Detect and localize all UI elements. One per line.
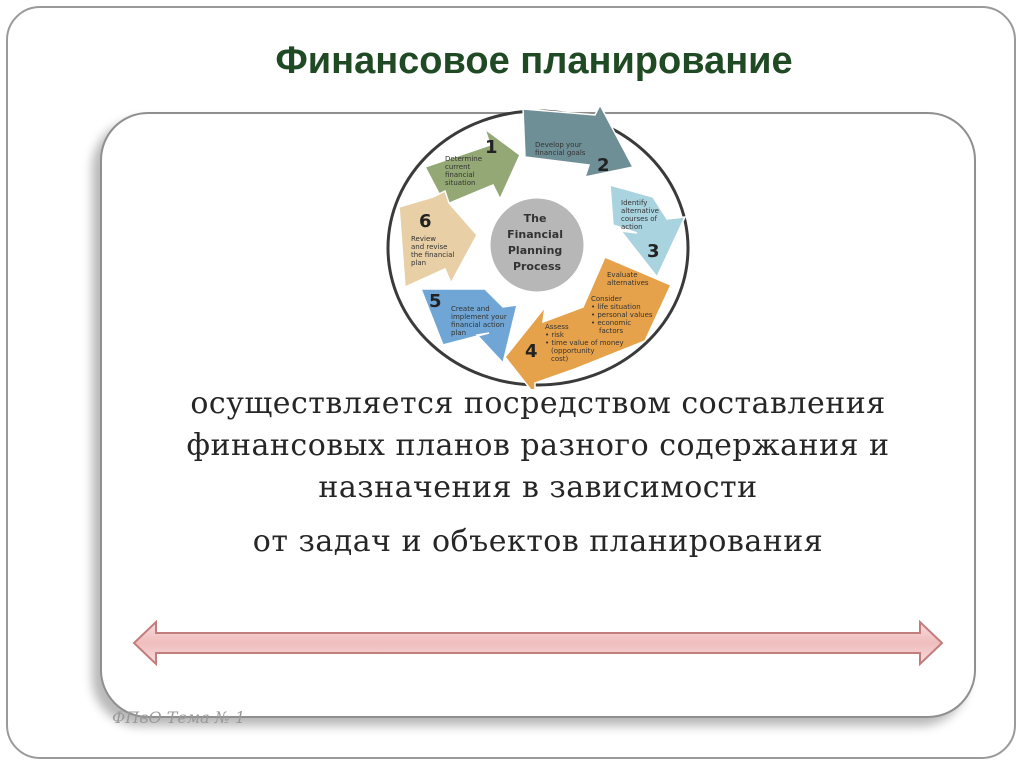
step-label-line: • economic: [591, 319, 632, 327]
step-2-label: [535, 141, 586, 157]
step-label-line: courses of: [621, 215, 658, 223]
step-label-line: current: [445, 163, 471, 171]
slide-title: Финансовое планирование: [275, 40, 793, 82]
step-label-line: financial goals: [535, 149, 586, 157]
step-label-line: Determine: [445, 155, 483, 163]
step-label-line: (opportunity: [551, 347, 595, 355]
step-label-line: the financial: [411, 251, 455, 259]
step-label-line: Evaluate: [607, 271, 638, 279]
step-3-number: 3: [647, 241, 660, 262]
body-paragraph-2: от задач и объектов планирования: [252, 524, 824, 559]
financial-planning-diagram: [385, 107, 691, 389]
step-label-line: Create and: [451, 305, 490, 313]
step-2-number: 2: [597, 155, 610, 176]
step-label-line: • risk: [545, 331, 564, 339]
body-paragraph-1: осуществляется посредством составления финансовых планов разного содержания и назначения в зависимости: [186, 386, 890, 505]
step-label-line: financial: [445, 171, 475, 179]
step-label-line: alternative: [621, 207, 659, 215]
step-1-number: 1: [485, 137, 498, 158]
step-label-line: Review: [411, 235, 436, 243]
step-label-line: plan: [411, 259, 427, 267]
step-label-line: cost): [551, 355, 569, 363]
step-label-line: Consider: [591, 295, 622, 303]
step-label-line: alternatives: [607, 279, 649, 287]
center-line: The: [523, 212, 547, 225]
step-label-line: • life situation: [591, 303, 641, 311]
slide-body-text: [120, 383, 956, 563]
double-headed-arrow: [132, 620, 944, 666]
step-5-number: 5: [429, 291, 442, 312]
step-label-line: Assess: [545, 323, 569, 331]
step-label-line: action: [621, 223, 643, 231]
center-line: Process: [512, 260, 562, 273]
slide-footer: ФПвО Тема № 1: [112, 708, 246, 727]
step-label-line: • personal values: [591, 311, 653, 319]
arrow-shape: [134, 622, 942, 664]
step-label-line: • time value of money: [545, 339, 624, 347]
step-label-line: Identify: [621, 199, 648, 207]
step-label-line: Develop your: [535, 141, 582, 149]
step-4-number: 4: [525, 341, 538, 362]
step-label-line: plan: [451, 329, 467, 337]
step-label-line: situation: [445, 179, 476, 187]
step-label-line: implement your: [451, 313, 507, 321]
step-label-line: and revise: [411, 243, 448, 251]
center-line: Financial: [507, 228, 564, 241]
step-label-line: factors: [599, 327, 624, 335]
center-line: Planning: [507, 244, 563, 257]
step-6-number: 6: [419, 211, 432, 232]
step-label-line: financial action: [451, 321, 505, 329]
